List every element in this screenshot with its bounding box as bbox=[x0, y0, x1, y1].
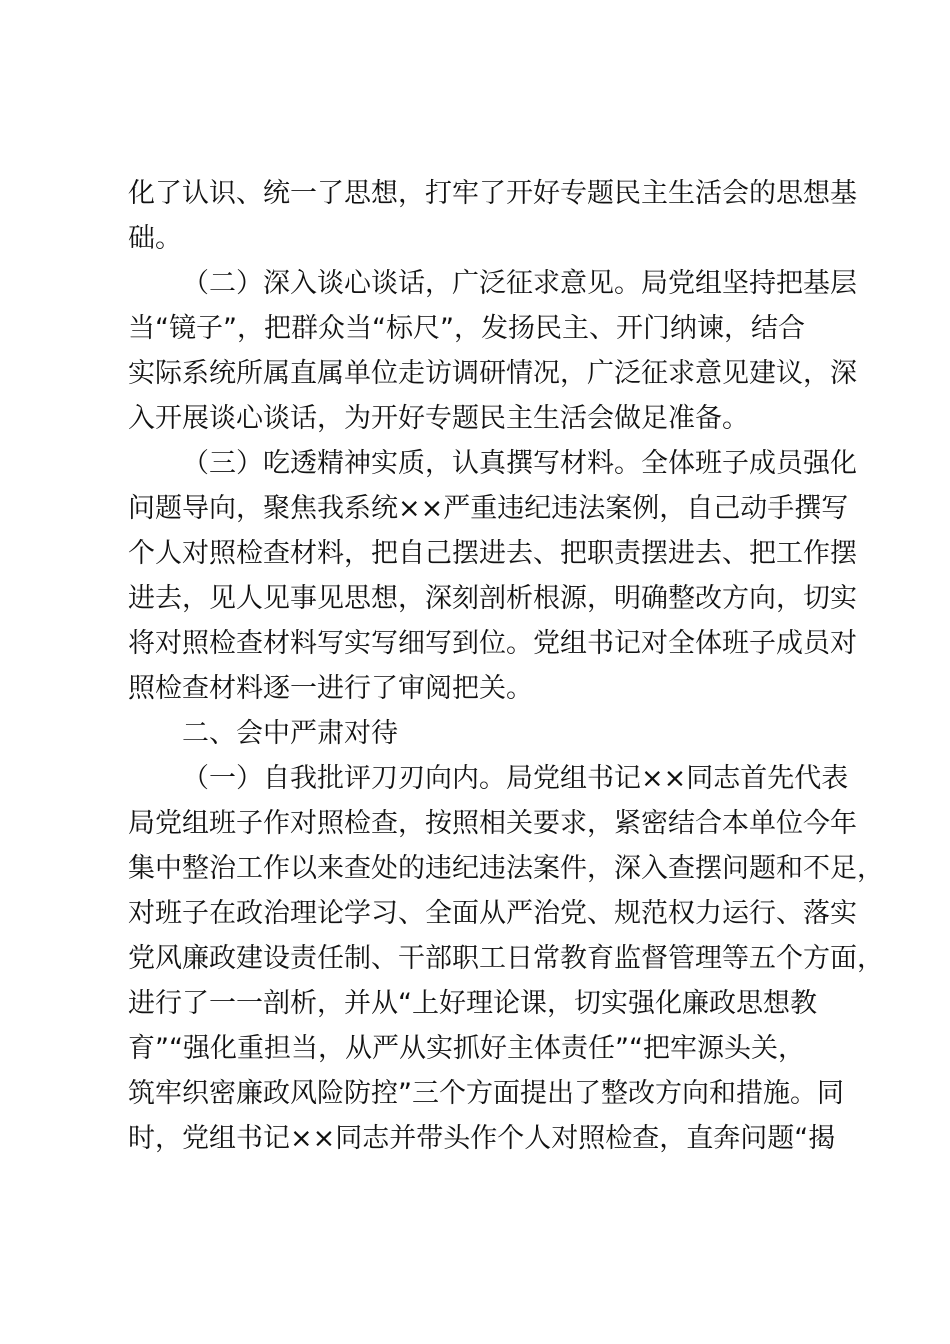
body-text-line: 对班子在政治理论学习、全面从严治党、规范权力运行、落实 bbox=[128, 898, 857, 929]
paragraph-heading-3: （三）吃透精神实质，认真撰写材料。全体班子成员强化 bbox=[182, 448, 857, 479]
section-heading: 二、会中严肃对待 bbox=[182, 718, 398, 749]
body-text-line: 局党组班子作对照检查，按照相关要求，紧密结合本单位今年 bbox=[128, 808, 857, 839]
body-text-line: 照检查材料逐一进行了审阅把关。 bbox=[128, 673, 533, 704]
body-text-line: 问题导向，聚焦我系统××严重违纪违法案例，自己动手撰写 bbox=[128, 493, 849, 524]
body-text-line: 入开展谈心谈话，为开好专题民主生活会做足准备。 bbox=[128, 403, 749, 434]
body-text-line: 化了认识、统一了思想，打牢了开好专题民主生活会的思想基 bbox=[128, 178, 857, 209]
paragraph-heading-1: （一）自我批评刀刃向内。局党组书记××同志首先代表 bbox=[182, 763, 849, 794]
body-text-line: 进行了一一剖析，并从“上好理论课，切实强化廉政思想教 bbox=[128, 988, 817, 1019]
body-text-line: 进去，见人见事见思想，深刻剖析根源，明确整改方向，切实 bbox=[128, 583, 857, 614]
body-text-line: 础。 bbox=[128, 223, 182, 254]
body-text-line: 实际系统所属直属单位走访调研情况，广泛征求意见建议，深 bbox=[128, 358, 857, 389]
body-text-line: 集中整治工作以来查处的违纪违法案件，深入查摆问题和不足， bbox=[128, 853, 884, 884]
body-text-line: 个人对照检查材料，把自己摆进去、把职责摆进去、把工作摆 bbox=[128, 538, 857, 569]
body-text-line: 时，党组书记××同志并带头作个人对照检查，直奔问题“揭 bbox=[128, 1123, 836, 1154]
paragraph-heading-2: （二）深入谈心谈话，广泛征求意见。局党组坚持把基层 bbox=[182, 268, 857, 299]
body-text-line: 将对照检查材料写实写细写到位。党组书记对全体班子成员对 bbox=[128, 628, 857, 659]
body-text-line: 当“镜子”，把群众当“标尺”，发扬民主、开门纳谏，结合 bbox=[128, 313, 805, 344]
body-text-line: 筑牢织密廉政风险防控”三个方面提出了整改方向和措施。同 bbox=[128, 1078, 844, 1109]
body-text-line: 育”“强化重担当，从严从实抓好主体责任”“把牢源头关， bbox=[128, 1033, 805, 1064]
body-text-line: 党风廉政建设责任制、干部职工日常教育监督管理等五个方面， bbox=[128, 943, 884, 974]
